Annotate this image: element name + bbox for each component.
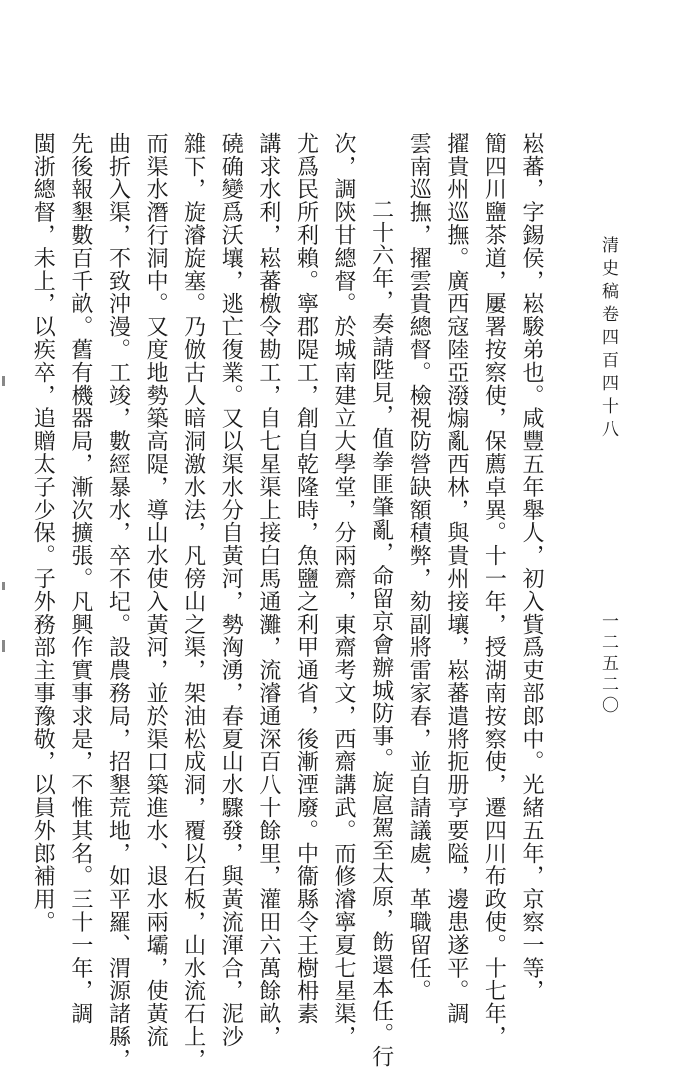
text-column: 磽确變爲沃壤，逃亡復業。又以渠水分自黃河，勢洶湧，春夏山水驟發，與黃流渾合，泥沙 [218, 132, 244, 1048]
text-column: 先後報墾數百千畝。舊有機器局，漸次擴張。凡興作實事求是，不惟其名。三十一年，調 [67, 132, 93, 1026]
text-column: 雜下，旋濬旋塞。乃倣古人暗洞激水法，凡傍山之渠，架油松成洞，覆以石板，山水流石上， [180, 132, 206, 1071]
running-head: 清史稿卷四百四十八 [598, 236, 618, 443]
body-text [30, 132, 550, 1071]
scan-mark [2, 376, 5, 386]
text-column: 簡四川鹽茶道，屢署按察使，保薦卓異。十一年，授湖南按察使，遷四川布政使。十七年， [481, 132, 507, 1048]
text-column: 而渠水潛行洞中。又度地勢築高隄，導山水使入黃河，並於渠口築進水、退水兩壩，使黃流 [143, 132, 169, 1048]
text-column: 崧蕃，字錫侯，崧駿弟也。咸豐五年舉人，初入貲爲吏部郎中。光緒五年，京察一等， [519, 132, 544, 1003]
text-column: 講求水利，崧蕃檄令勘工，自七星渠上接白馬通灘，流濬通深百八十餘里，灌田六萬餘畝， [255, 132, 281, 1048]
text-column: 閩浙總督，未上，以疾卒，追贈太子少保。子外務部主事豫敬，以員外郎補用。 [30, 132, 56, 934]
text-column: 尤爲民所利賴。寧郡隄工，創自乾隆時，魚鹽之利甲通省，後漸湮廢。中衞縣令王樹枏素 [293, 132, 319, 1026]
scan-mark [2, 582, 5, 590]
scan-mark [2, 640, 5, 652]
text-column: 二十六年，奏請陛見，值拳匪肇亂，命留京會辦城防事。旋扈駕至太原，飭還本任。行 [368, 198, 394, 1069]
text-column: 曲折入渠，不致沖漫。工竣，數經暴水，卒不圮。設農務局，招墾荒地，如平羅、渭源諸縣， [105, 132, 131, 1071]
page-number: 一二五二〇 [598, 612, 618, 717]
text-column: 雲南巡撫，擢雲貴總督。檢視防營缺額積弊，劾副將雷家春，並自請議處，革職留任。 [406, 132, 432, 1003]
text-column: 次，調陝甘總督。於城南建立大學堂，分兩齋，東齋考文，西齋講武。而修濬寧夏七星渠， [331, 132, 357, 1048]
text-column: 擢貴州巡撫。廣西寇陸亞潑煽亂西林，與貴州接壤，崧蕃遣將扼册亨要隘，邊患遂平。調 [443, 132, 469, 1026]
